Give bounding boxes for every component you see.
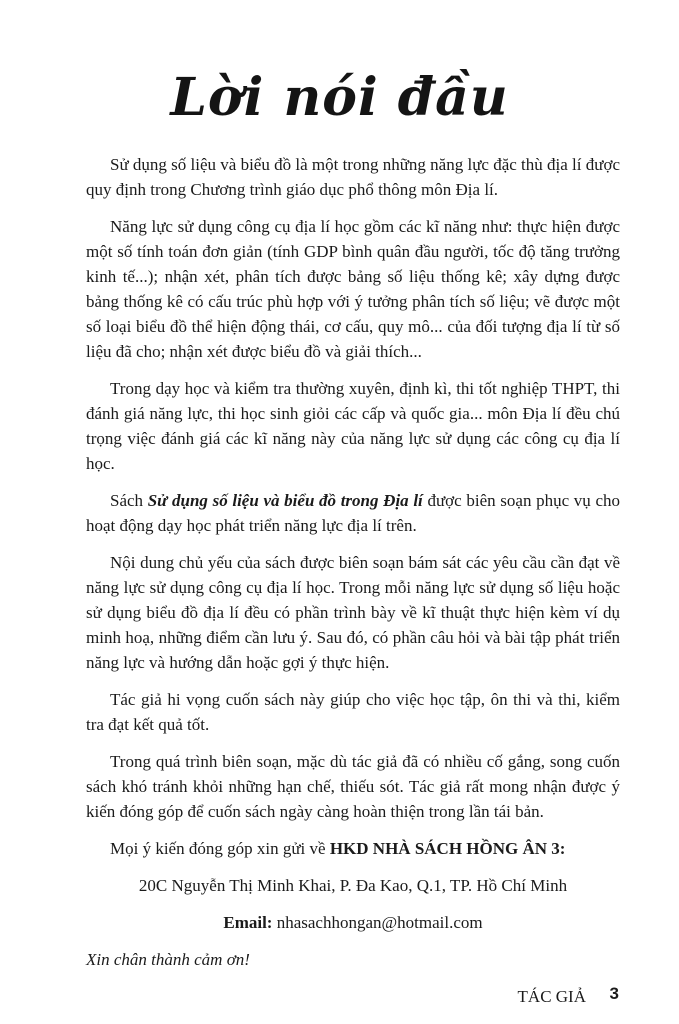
paragraph-5: Nội dung chủ yếu của sách được biên soạn bám sát các yêu cầu cần đạt về năng lực sử dụng công cụ địa lí học. Trong mỗi năng lực sử dụng số liệu hoặc sử dụng biểu đồ địa lí đều có phần trình bày về kĩ thuật thực hiện kèm ví dụ minh hoạ, những điểm cần lưu ý. Sau đó, có phần câu hỏi và bài tập phát triển năng lực và hướng dẫn hoặc gợi ý thực hiện.: [86, 553, 620, 672]
paragraph-1: Sử dụng số liệu và biểu đồ là một trong những năng lực đặc thù địa lí được quy định trong Chương trình giáo dục phổ thông môn Địa lí.: [86, 155, 620, 199]
publisher-name: HKD NHÀ SÁCH HỒNG ÂN 3:: [329, 839, 566, 858]
paragraph-4: [86, 488, 620, 538]
paragraph-6: Tác giả hi vọng cuốn sách này giúp cho việc học tập, ôn thi và thi, kiểm tra đạt kết quả tốt.: [86, 690, 620, 734]
page-title: Lời nói đầu: [170, 67, 509, 128]
book-title: Sử dụng số liệu và biểu đồ trong Địa lí: [147, 491, 423, 510]
preface-body: [86, 152, 620, 1021]
email-value: nhasachhongan@hotmail.com: [272, 913, 483, 932]
author-signature: TÁC GIẢ: [517, 987, 586, 1006]
publisher-address: 20C Nguyễn Thị Minh Khai, P. Đa Kao, Q.1, TP. Hồ Chí Minh: [138, 876, 568, 895]
paragraph-3: Trong dạy học và kiểm tra thường xuyên, định kì, thi tốt nghiệp THPT, thi đánh giá năng lực, thi học sinh giỏi các cấp và quốc gia... môn Địa lí đều chú trọng việc đánh giá các kĩ năng này của năng lực sử dụng các công cụ địa lí học.: [86, 379, 620, 473]
email-label: Email:: [223, 913, 273, 932]
contact-intro: Mọi ý kiến đóng góp xin gửi về: [110, 839, 330, 858]
publisher-email: [86, 910, 620, 935]
page-number: 3: [609, 984, 619, 1003]
paragraph-2: Năng lực sử dụng công cụ địa lí học gồm các kĩ năng như: thực hiện được một số tính toán đơn giản (tính GDP bình quân đầu người, tốc độ tăng trưởng kinh tế...); nhận xét, phân tích được bảng số liệu thống kê; xây dựng được bảng thống kê có cấu trúc phù hợp với ý tưởng phân tích số liệu; vẽ được một số loại biểu đồ thể hiện động thái, cơ cấu, quy mô... của đối tượng địa lí từ số liệu đã cho; nhận xét được biểu đồ và giải thích...: [86, 217, 620, 361]
paragraph-4-lead: Sách: [110, 491, 148, 510]
paragraph-4-rest: được biên soạn phục vụ cho hoạt động dạy học phát triển năng lực địa lí trên.: [86, 491, 621, 535]
closing-thanks: Xin chân thành cảm ơn!: [86, 950, 250, 969]
paragraph-8: [86, 836, 620, 861]
paragraph-7: Trong quá trình biên soạn, mặc dù tác giả đã có nhiều cố gắng, song cuốn sách khó tránh khỏi những hạn chế, thiếu sót. Tác giả rất mong nhận được ý kiến đóng góp để cuốn sách ngày càng hoàn thiện trong lần tái bản.: [86, 752, 620, 821]
